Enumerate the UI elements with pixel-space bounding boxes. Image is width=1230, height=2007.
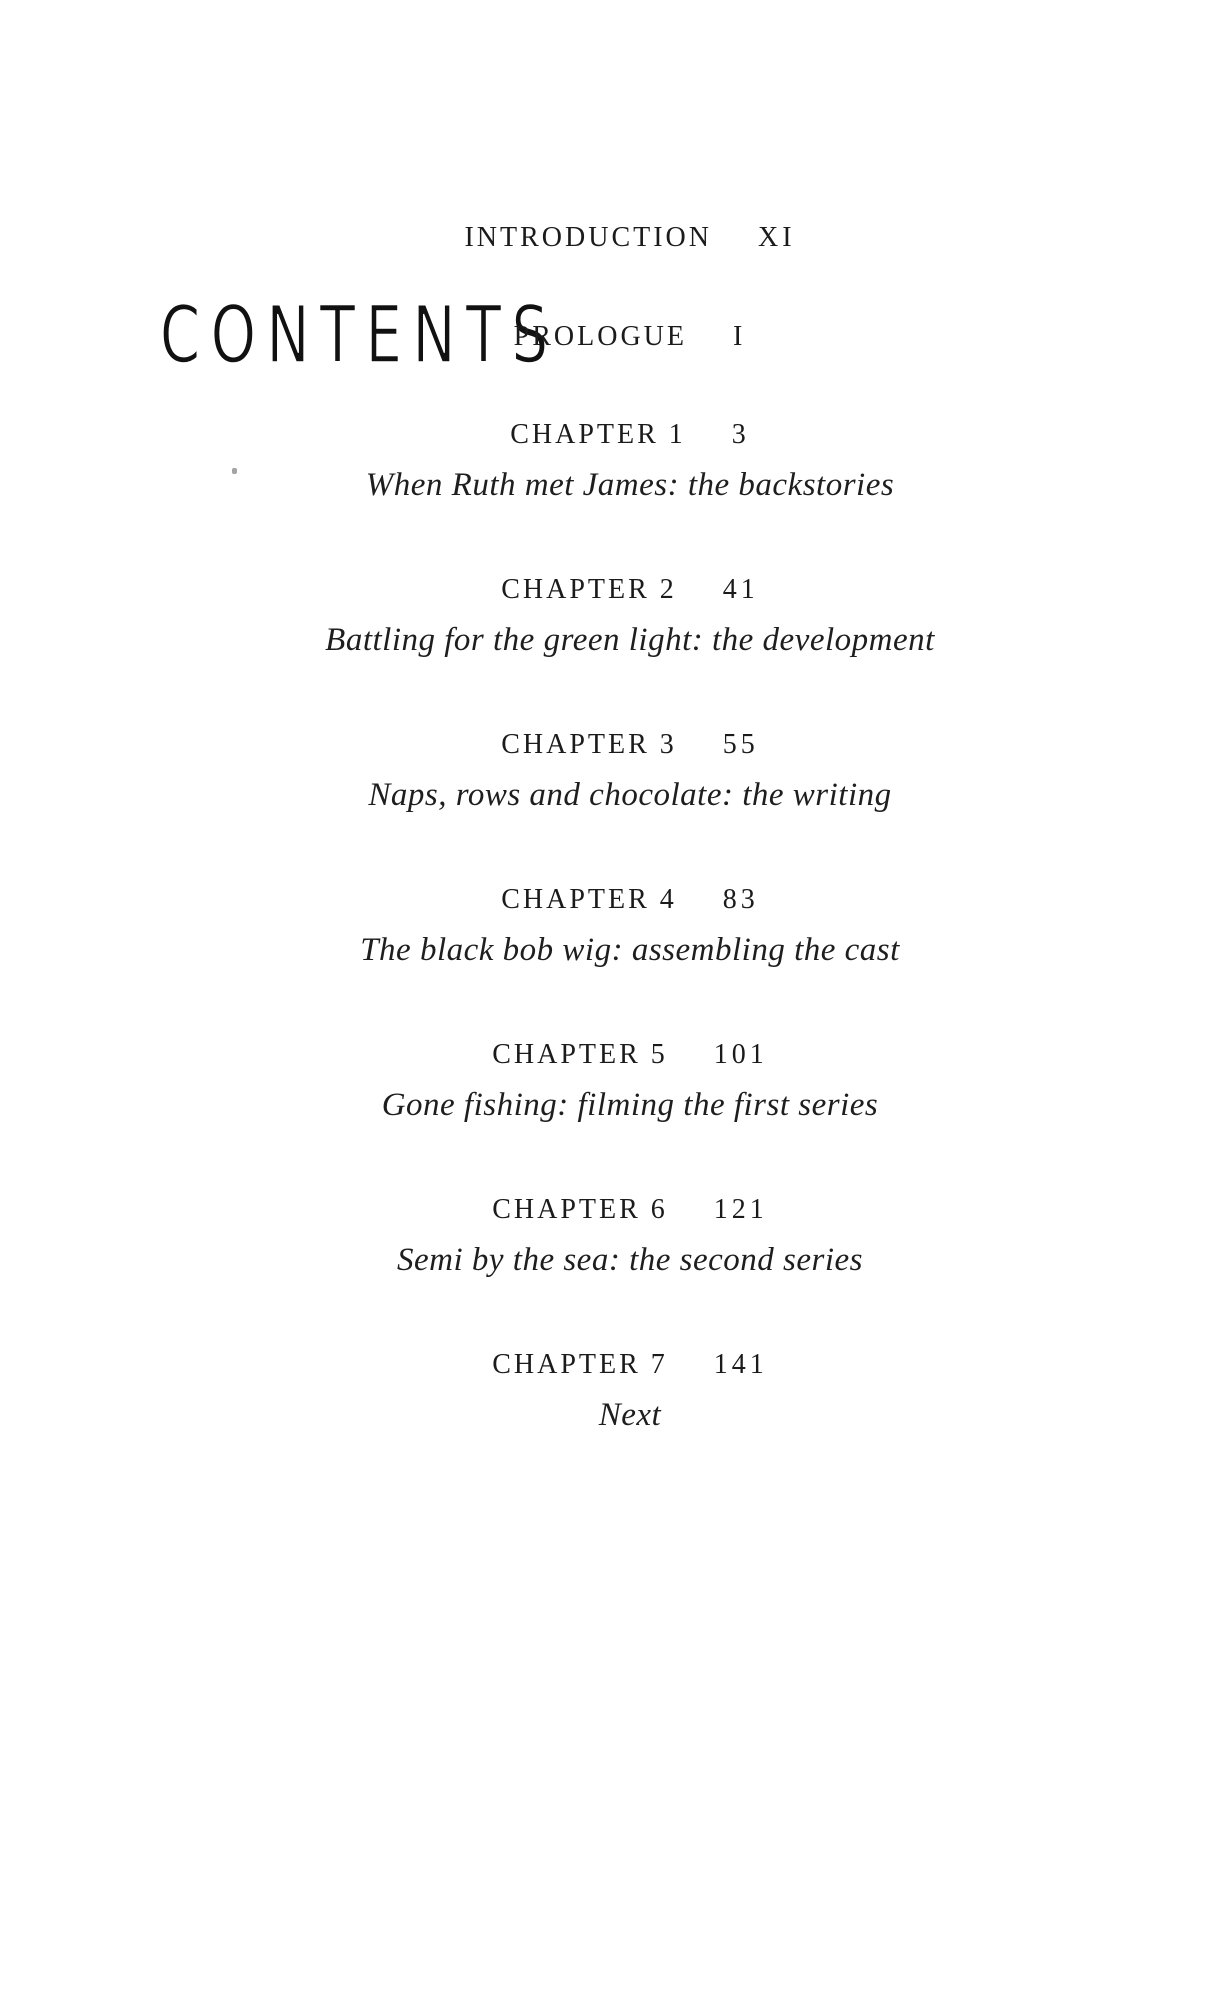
chapter-heading xyxy=(30,1349,1230,1381)
chapter-subtitle: Naps, rows and chocolate: the writing xyxy=(368,777,892,813)
page-number: 3 xyxy=(731,419,750,450)
page-number: 83 xyxy=(722,884,759,915)
chapter-subtitle: The black bob wig: assembling the cast xyxy=(360,932,900,968)
chapter-label: CHAPTER 2 xyxy=(501,574,677,605)
chapter-heading xyxy=(30,729,1230,761)
chapter-label: CHAPTER 5 xyxy=(492,1039,668,1070)
toc-entry-chapter-5 xyxy=(30,1039,1230,1127)
chapter-subtitle: When Ruth met James: the backstories xyxy=(365,467,895,503)
chapter-heading xyxy=(30,1039,1230,1071)
page-number: 101 xyxy=(713,1039,768,1070)
page-number: 55 xyxy=(722,729,759,760)
page-number: 141 xyxy=(713,1349,768,1380)
chapter-subtitle: Gone fishing: filming the first series xyxy=(381,1087,879,1123)
chapter-subtitle: Next xyxy=(598,1397,662,1433)
chapter-heading xyxy=(30,884,1230,916)
table-of-contents xyxy=(30,0,1230,1437)
chapter-heading xyxy=(30,419,1230,451)
toc-entry-chapter-6 xyxy=(30,1194,1230,1282)
page-title: CONTENTS xyxy=(159,291,559,381)
page-number: XI xyxy=(757,222,796,253)
toc-entry-chapter-2 xyxy=(30,574,1230,662)
page-number: 41 xyxy=(722,574,759,605)
chapter-label: CHAPTER 6 xyxy=(492,1194,668,1225)
toc-entry-chapter-1 xyxy=(30,419,1230,507)
toc-entry-introduction xyxy=(30,222,1230,254)
toc-entry-chapter-7 xyxy=(30,1349,1230,1437)
chapter-heading xyxy=(30,574,1230,606)
toc-entry-chapter-3 xyxy=(30,729,1230,817)
chapter-label: CHAPTER 4 xyxy=(501,884,677,915)
chapter-subtitle: Battling for the green light: the development xyxy=(325,622,935,658)
front-matter-label: PROLOGUE xyxy=(513,321,687,352)
toc-entry-prologue xyxy=(30,321,1230,353)
chapter-heading xyxy=(30,1194,1230,1226)
toc-entry-chapter-4 xyxy=(30,884,1230,972)
page-number: I xyxy=(733,321,747,352)
page-number: 121 xyxy=(713,1194,768,1225)
chapter-label: CHAPTER 7 xyxy=(492,1349,668,1380)
chapter-label: CHAPTER 3 xyxy=(501,729,677,760)
chapter-subtitle: Semi by the sea: the second series xyxy=(396,1242,864,1278)
chapter-label: CHAPTER 1 xyxy=(510,419,686,450)
front-matter-label: INTRODUCTION xyxy=(464,222,712,253)
